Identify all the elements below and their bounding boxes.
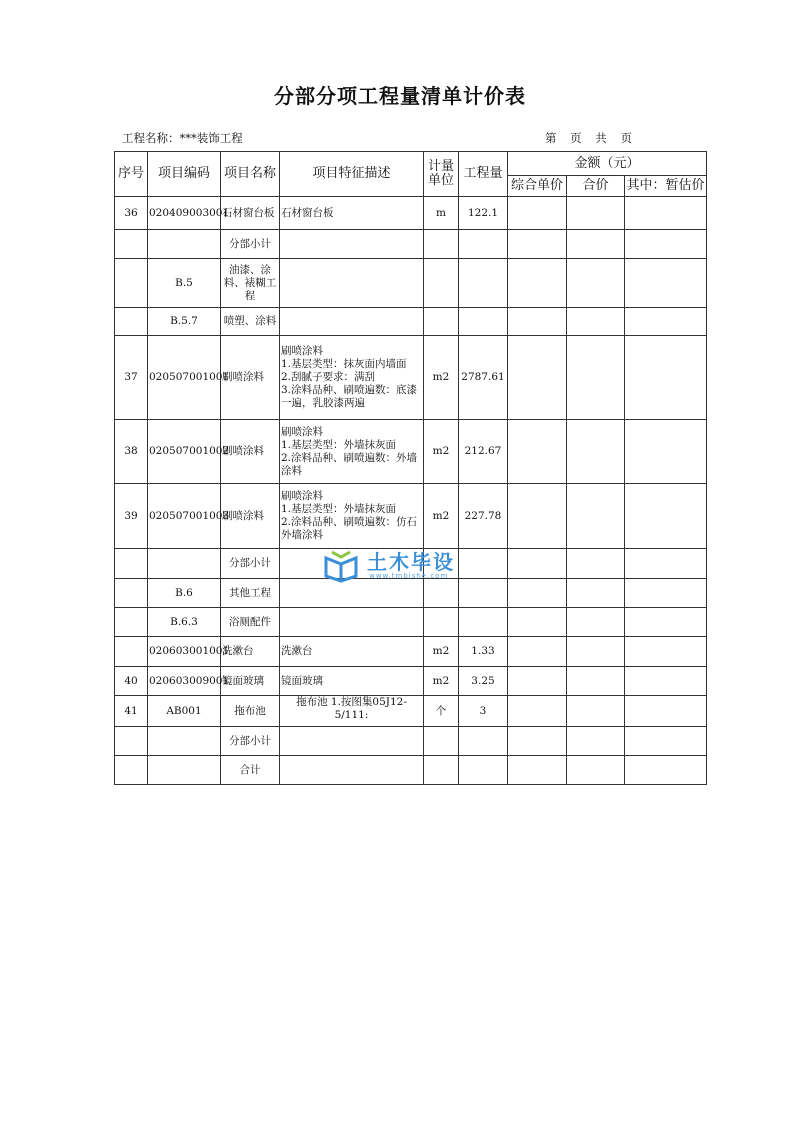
- table-row: [115, 420, 707, 484]
- cell-name: 刷喷涂料: [221, 336, 280, 420]
- cell-provisional: [625, 420, 707, 484]
- cell-seq: [115, 637, 148, 667]
- cell-qty: 3.25: [459, 667, 508, 696]
- cell-provisional: [625, 259, 707, 308]
- table-row: [115, 259, 707, 308]
- cell-seq: [115, 259, 148, 308]
- cell-seq: [115, 756, 148, 785]
- cell-unit: [424, 756, 459, 785]
- cell-unit: [424, 259, 459, 308]
- cell-unit-price: [508, 308, 567, 336]
- cell-total: [567, 336, 625, 420]
- cell-unit: 个: [424, 696, 459, 727]
- cell-seq: 40: [115, 667, 148, 696]
- cell-seq: [115, 608, 148, 637]
- table-row: [115, 727, 707, 756]
- cell-unit-price: [508, 696, 567, 727]
- cell-qty: [459, 230, 508, 259]
- cell-name: 分部小计: [221, 230, 280, 259]
- header-amount: 金额（元）: [508, 152, 707, 176]
- cell-desc: 刷喷涂料 1.基层类型：外墙抹灰面 2.涂料品种、刷喷遍数：外墙涂料: [280, 420, 424, 484]
- watermark-logo-icon: [323, 548, 359, 582]
- cell-qty: 1.33: [459, 637, 508, 667]
- cell-total: [567, 756, 625, 785]
- cell-total: [567, 608, 625, 637]
- cell-unit: m2: [424, 420, 459, 484]
- table-row: [115, 756, 707, 785]
- cell-seq: [115, 727, 148, 756]
- cell-qty: [459, 259, 508, 308]
- table-row: [115, 308, 707, 336]
- cell-unit: m2: [424, 484, 459, 549]
- cell-provisional: [625, 197, 707, 230]
- table-row: [115, 484, 707, 549]
- cell-total: [567, 696, 625, 727]
- cell-unit-price: [508, 197, 567, 230]
- cell-total: [567, 637, 625, 667]
- cell-code: B.6.3: [148, 608, 221, 637]
- header-name: 项目名称: [221, 152, 280, 197]
- cell-seq: [115, 549, 148, 579]
- watermark-brand: 土木毕设: [367, 550, 455, 574]
- cell-desc: [280, 727, 424, 756]
- cell-seq: 39: [115, 484, 148, 549]
- cell-name: 洗漱台: [221, 637, 280, 667]
- cell-provisional: [625, 308, 707, 336]
- cell-desc: 镜面玻璃: [280, 667, 424, 696]
- cell-seq: 36: [115, 197, 148, 230]
- cell-total: [567, 308, 625, 336]
- cell-code: [148, 727, 221, 756]
- cell-total: [567, 420, 625, 484]
- cell-desc: [280, 608, 424, 637]
- cell-provisional: [625, 637, 707, 667]
- cell-desc: 刷喷涂料 1.基层类型：外墙抹灰面 2.涂料品种、刷喷遍数：仿石外墙涂料: [280, 484, 424, 549]
- cell-code: B.6: [148, 579, 221, 608]
- cell-name: 合计: [221, 756, 280, 785]
- cell-total: [567, 230, 625, 259]
- cell-qty: 122.1: [459, 197, 508, 230]
- cell-qty: [459, 756, 508, 785]
- header-unit: 计量单位: [424, 152, 459, 197]
- cell-code: [148, 756, 221, 785]
- cell-provisional: [625, 667, 707, 696]
- table-row: [115, 696, 707, 727]
- cell-unit-price: [508, 727, 567, 756]
- cell-unit-price: [508, 420, 567, 484]
- header-code: 项目编码: [148, 152, 221, 197]
- cell-name: 刷喷涂料: [221, 420, 280, 484]
- cell-code: 020603009001: [148, 667, 221, 696]
- cell-seq: [115, 579, 148, 608]
- cell-qty: 227.78: [459, 484, 508, 549]
- cell-total: [567, 197, 625, 230]
- cell-code: B.5: [148, 259, 221, 308]
- cell-desc: [280, 230, 424, 259]
- cell-code: [148, 549, 221, 579]
- cell-code: [148, 230, 221, 259]
- cell-unit: m2: [424, 336, 459, 420]
- project-name: 工程名称：***装饰工程: [122, 131, 243, 145]
- page-info: 第 页 共 页: [545, 131, 632, 145]
- cell-code: 020507001002: [148, 420, 221, 484]
- cell-unit-price: [508, 484, 567, 549]
- cell-unit-price: [508, 549, 567, 579]
- cell-name: 镜面玻璃: [221, 667, 280, 696]
- cell-unit-price: [508, 756, 567, 785]
- cell-unit-price: [508, 230, 567, 259]
- cell-unit: m: [424, 197, 459, 230]
- cell-unit-price: [508, 667, 567, 696]
- cell-provisional: [625, 727, 707, 756]
- cell-name: 分部小计: [221, 549, 280, 579]
- table-row: [115, 637, 707, 667]
- cell-desc: [280, 308, 424, 336]
- boq-table: [114, 151, 707, 785]
- cell-desc: 石材窗台板: [280, 197, 424, 230]
- cell-desc: 洗漱台: [280, 637, 424, 667]
- cell-provisional: [625, 579, 707, 608]
- cell-unit: [424, 230, 459, 259]
- cell-total: [567, 484, 625, 549]
- cell-name: 油漆、涂料、裱糊工程: [221, 259, 280, 308]
- table-row: [115, 230, 707, 259]
- cell-name: 刷喷涂料: [221, 484, 280, 549]
- cell-name: 浴厕配件: [221, 608, 280, 637]
- cell-unit-price: [508, 336, 567, 420]
- header-desc: 项目特征描述: [280, 152, 424, 197]
- cell-code: B.5.7: [148, 308, 221, 336]
- cell-total: [567, 727, 625, 756]
- cell-seq: 37: [115, 336, 148, 420]
- header-unit-price: 综合单价: [508, 176, 567, 197]
- cell-provisional: [625, 696, 707, 727]
- cell-desc: [280, 259, 424, 308]
- cell-qty: [459, 608, 508, 637]
- watermark: [323, 546, 483, 586]
- cell-code: AB001: [148, 696, 221, 727]
- cell-total: [567, 667, 625, 696]
- cell-desc: 刷喷涂料 1.基层类型：抹灰面内墙面 2.刮腻子要求：满刮 3.涂料品种、刷喷遍数：底漆一遍，乳胶漆两遍: [280, 336, 424, 420]
- cell-unit: m2: [424, 637, 459, 667]
- cell-name: 喷塑、涂料: [221, 308, 280, 336]
- cell-unit-price: [508, 637, 567, 667]
- cell-seq: [115, 230, 148, 259]
- cell-provisional: [625, 484, 707, 549]
- cell-provisional: [625, 230, 707, 259]
- cell-desc: 拖布池 1.按图集05J12-5/111:: [280, 696, 424, 727]
- cell-qty: [459, 308, 508, 336]
- cell-seq: [115, 308, 148, 336]
- cell-unit: m2: [424, 667, 459, 696]
- cell-provisional: [625, 756, 707, 785]
- cell-code: 020409003001: [148, 197, 221, 230]
- cell-unit-price: [508, 608, 567, 637]
- table-row: [115, 667, 707, 696]
- cell-qty: 3: [459, 696, 508, 727]
- header-total: 合价: [567, 176, 625, 197]
- table-row: [115, 336, 707, 420]
- cell-code: 020603001001: [148, 637, 221, 667]
- cell-total: [567, 579, 625, 608]
- cell-total: [567, 259, 625, 308]
- cell-qty: 212.67: [459, 420, 508, 484]
- table-row: [115, 197, 707, 230]
- cell-name: 拖布池: [221, 696, 280, 727]
- header-seq: 序号: [115, 152, 148, 197]
- cell-unit-price: [508, 579, 567, 608]
- cell-name: 石材窗台板: [221, 197, 280, 230]
- cell-unit-price: [508, 259, 567, 308]
- watermark-site: www.tmbishe.com: [369, 572, 449, 580]
- cell-provisional: [625, 608, 707, 637]
- header-qty: 工程量: [459, 152, 508, 197]
- cell-code: 020507001001: [148, 336, 221, 420]
- cell-code: 020507001003: [148, 484, 221, 549]
- cell-qty: [459, 727, 508, 756]
- cell-desc: [280, 756, 424, 785]
- header-provisional: 其中：暂估价: [625, 176, 707, 197]
- cell-unit: [424, 308, 459, 336]
- cell-seq: 38: [115, 420, 148, 484]
- cell-name: 分部小计: [221, 727, 280, 756]
- cell-qty: 2787.61: [459, 336, 508, 420]
- cell-total: [567, 549, 625, 579]
- cell-provisional: [625, 336, 707, 420]
- cell-provisional: [625, 549, 707, 579]
- cell-unit: [424, 608, 459, 637]
- cell-unit: [424, 727, 459, 756]
- cell-seq: 41: [115, 696, 148, 727]
- page-title: 分部分项工程量清单计价表: [274, 84, 526, 108]
- table-row: [115, 608, 707, 637]
- cell-name: 其他工程: [221, 579, 280, 608]
